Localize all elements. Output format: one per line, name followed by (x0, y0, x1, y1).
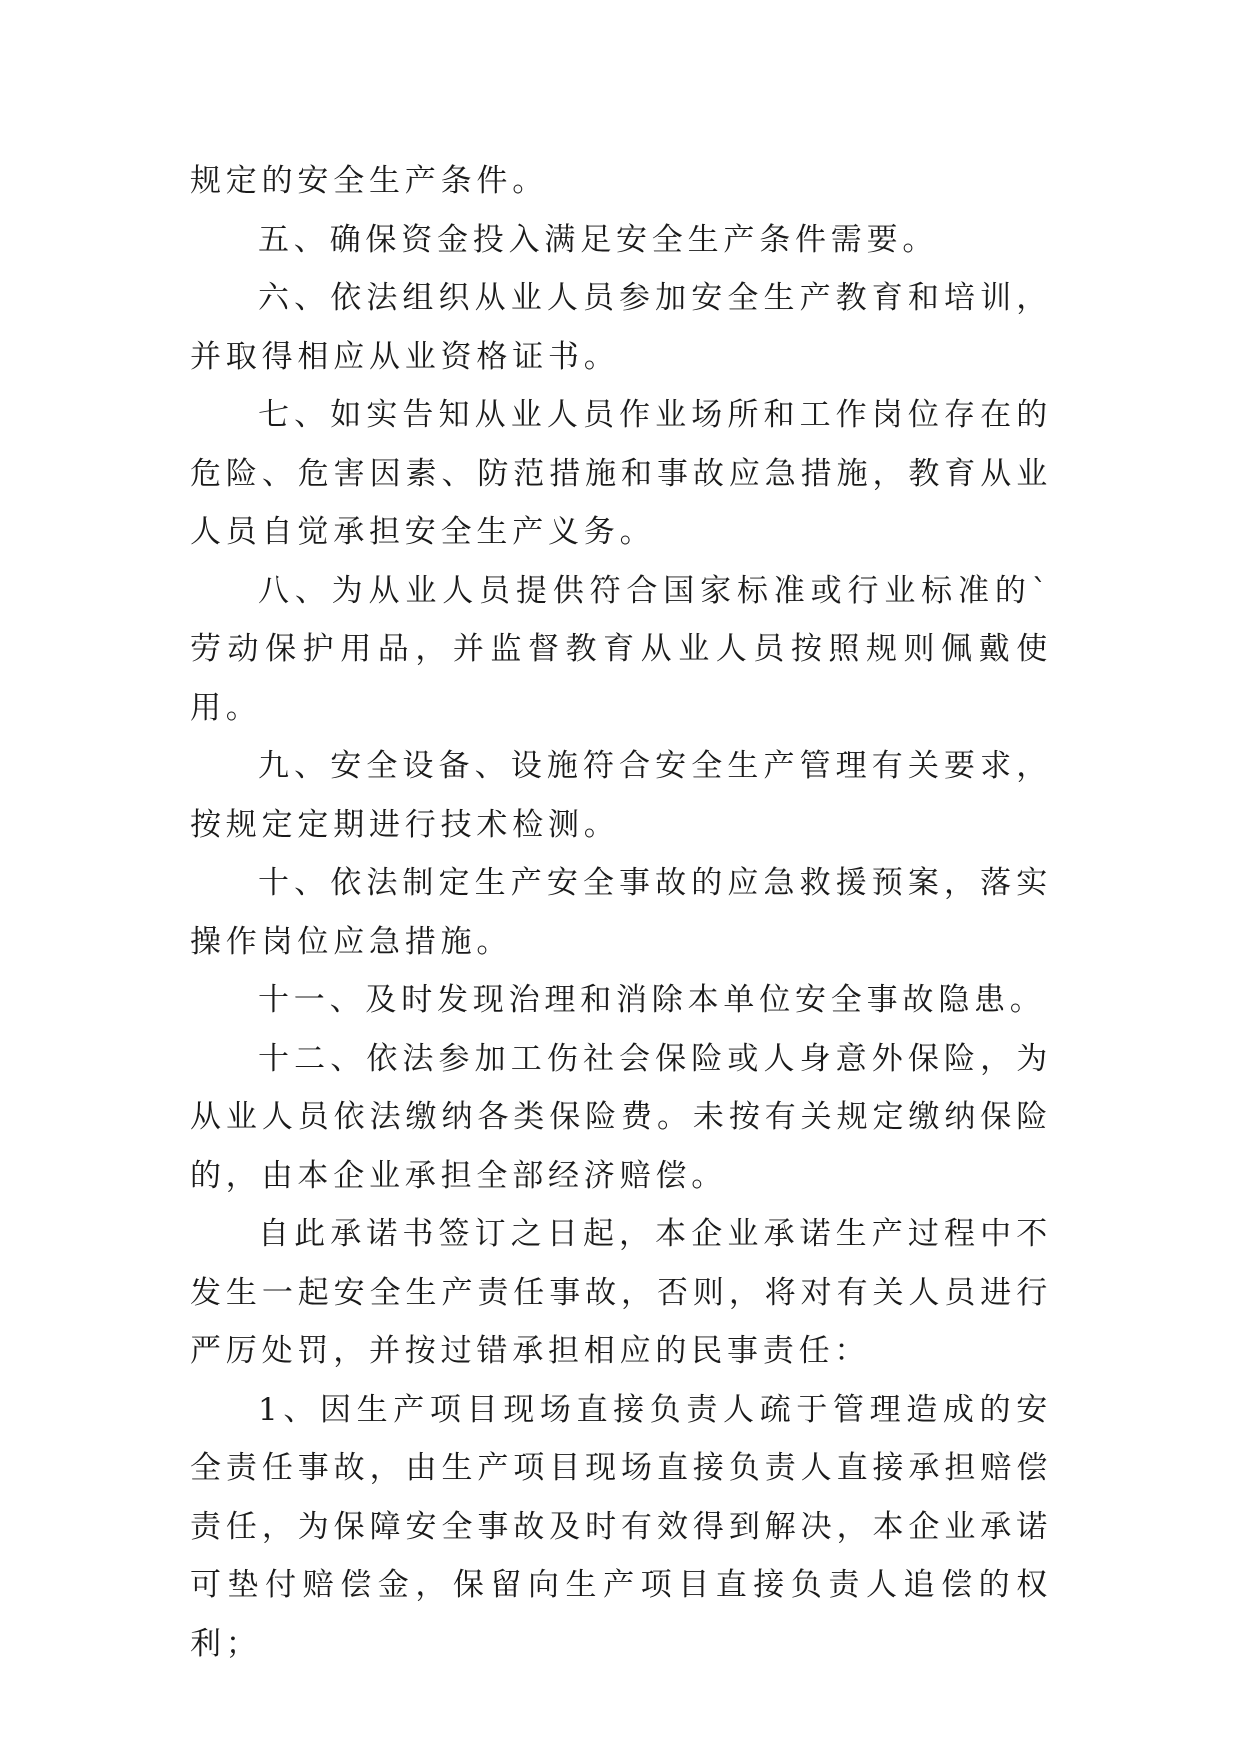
paragraph-item-11: 十一、及时发现治理和消除本单位安全事故隐患。 (258, 982, 1046, 1018)
paragraph-conditions-continuation: 规定的安全生产条件。 (190, 163, 548, 199)
paragraph-item-10: 十、依法制定生产安全事故的应急救援预案，落实操作岗位应急措施。 (190, 865, 1052, 960)
paragraph-item-7: 七、如实告知从业人员作业场所和工作岗位存在的危险、危害因素、防范措施和事故应急措施，教育从业人员自觉承担安全生产义务。 (190, 397, 1052, 550)
paragraph-item-5: 五、确保资金投入满足安全生产条件需要。 (258, 221, 939, 258)
paragraph-item-12: 十二、依法参加工伤社会保险或人身意外保险，为从业人员依法缴纳各类保险费。未按有关规定缴纳保险的，由本企业承担全部经济赔偿。 (190, 1040, 1052, 1194)
paragraph-clause-1: 1、因生产项目现场直接负责人疏于管理造成的安全责任事故，由生产项目现场直接负责人直接承担赔偿责任，为保障安全事故及时有效得到解决，本企业承诺可垫付赔偿金，保留向生产项目直接负责人追偿的权利； (190, 1391, 1052, 1662)
paragraph-item-9: 九、安全设备、设施符合安全生产管理有关要求，按规定定期进行技术检测。 (190, 748, 1052, 843)
paragraph-commitment: 自此承诺书签订之日起，本企业承诺生产过程中不发生一起安全生产责任事故，否则，将对有关人员进行严厉处罚，并按过错承担相应的民事责任： (190, 1216, 1052, 1369)
paragraph-item-6: 六、依法组织从业人员参加安全生产教育和培训，并取得相应从业资格证书。 (190, 280, 1052, 375)
document-body (190, 152, 1052, 1673)
paragraph-item-8: 八、为从业人员提供符合国家标准或行业标准的`劳动保护用品，并监督教育从业人员按照规则佩戴使用。 (190, 572, 1052, 726)
